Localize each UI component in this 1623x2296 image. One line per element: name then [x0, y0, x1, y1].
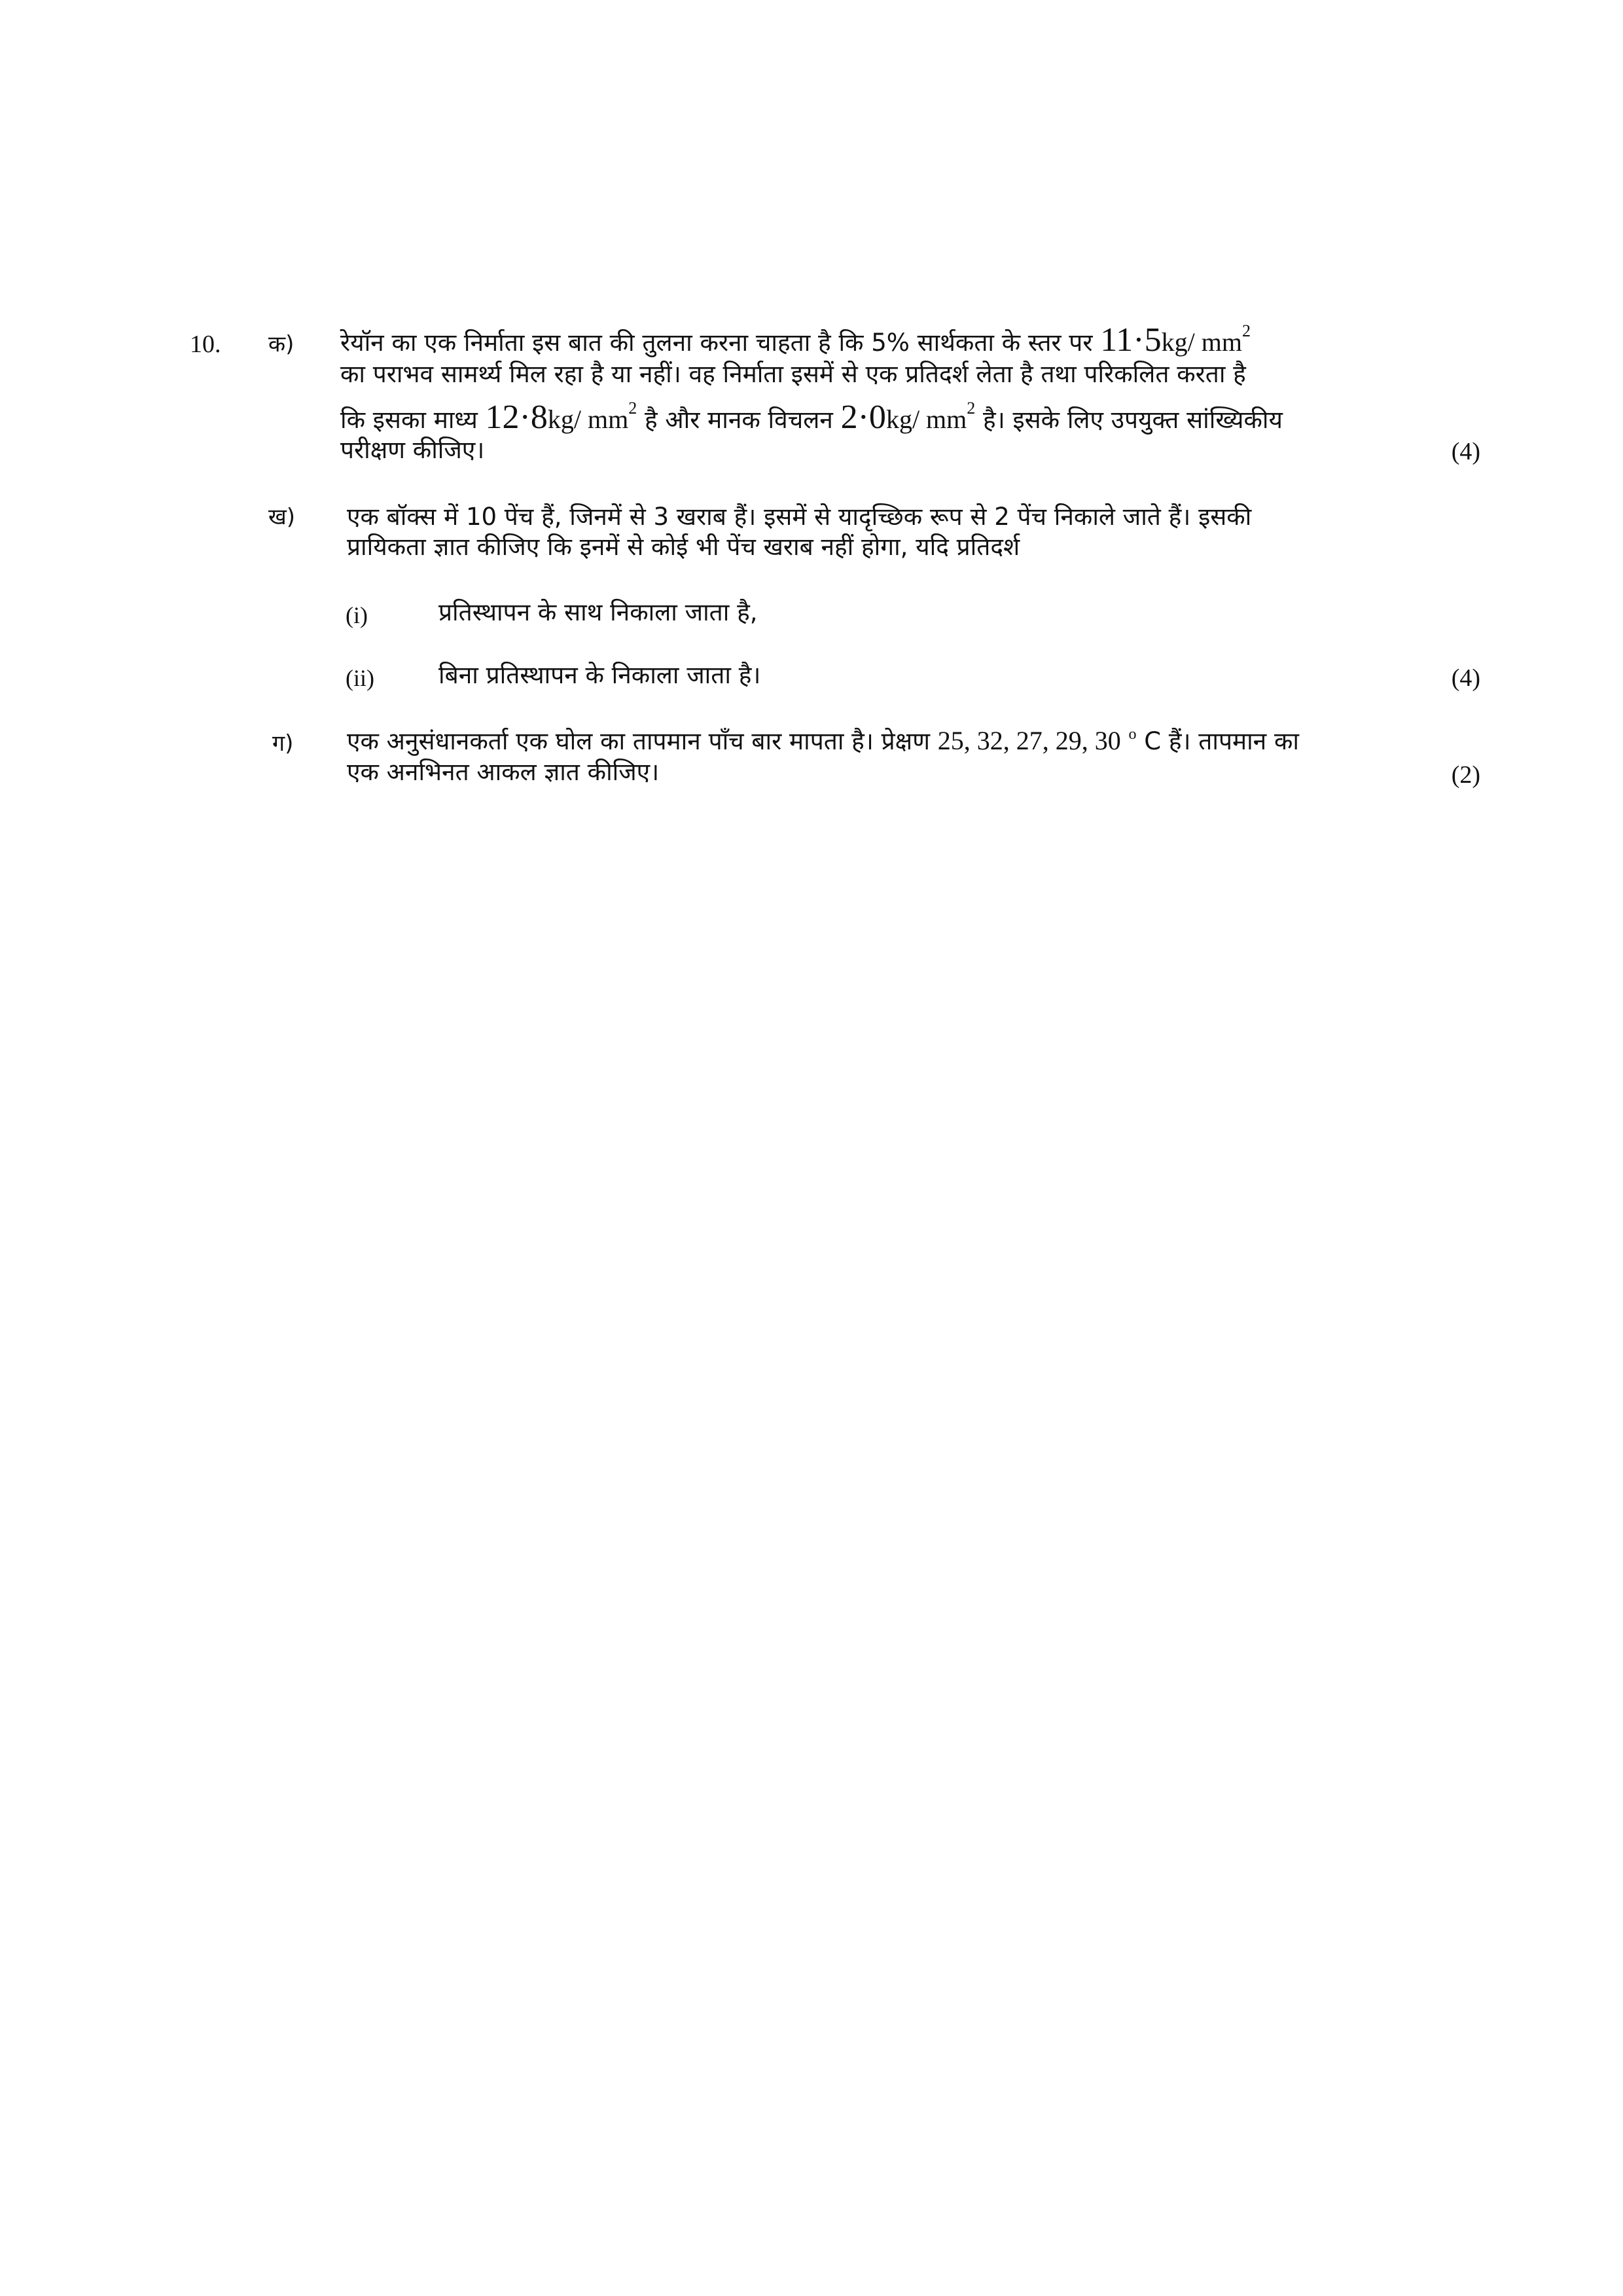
- sd-value: 2·0: [840, 399, 886, 436]
- subpart-ii-text: बिना प्रतिस्थापन के निकाला जाता है।: [438, 661, 761, 689]
- question-number: 10.: [190, 331, 221, 358]
- part-a-marks: (4): [1451, 438, 1480, 465]
- unit: kg/ $mm^2$: [885, 399, 976, 434]
- part-a-line-1: [340, 321, 1251, 359]
- part-a-line-2: का पराभव सामर्थ्य मिल रहा है या नहीं। वह निर्माता इसमें से एक प्रतिदर्श लेता है तथा परिकलित करता है: [340, 360, 1246, 388]
- part-a-line-1-text: रेयॉन का एक निर्माता इस बात की तुलना करना चाहता है कि 5% सार्थकता के स्तर पर: [340, 329, 1093, 357]
- part-c-line-1: एक अनुसंधानकर्ता एक घोल का तापमान पाँच बार मापता है। प्रेक्षण 25, 32, 27, 29, 30 $^o$ C हैं। तापमान का: [347, 726, 1299, 755]
- unit: kg/ $mm^2$: [547, 399, 637, 434]
- subpart-i-label: (i): [346, 602, 368, 628]
- part-c-line-2: एक अनभिनत आकल ज्ञात कीजिए।: [347, 758, 660, 786]
- part-b-line-1: एक बॉक्स में 10 पेंच हैं, जिनमें से 3 खराब हैं। इसमें से यादृच्छिक रूप से 2 पेंच निकाले जाते हैं। इसकी: [347, 503, 1252, 531]
- observations: 25, 32, 27, 29, 30: [937, 726, 1121, 755]
- part-a-line-4: परीक्षण कीजिए।: [340, 436, 485, 464]
- part-c-marks: (2): [1451, 761, 1480, 789]
- part-b-label: ख): [268, 504, 296, 530]
- part-c-label: ग): [272, 730, 294, 757]
- mean-value: 12·8: [485, 399, 548, 436]
- part-b-line-2: प्रायिकता ज्ञात कीजिए कि इनमें से कोई भी पेंच खराब नहीं होगा, यदि प्रतिदर्श: [347, 533, 1020, 561]
- subpart-i-text: प्रतिस्थापन के साथ निकाला जाता है,: [438, 598, 758, 626]
- part-a-label: क): [268, 331, 294, 357]
- part-a-line-3: कि इसका माध्य 12·8kg/ $mm^2$ है और मानक विचलन 2·0kg/ $mm^2$ है। इसके लिए उपयुक्त सांख्यिकीय: [340, 399, 1283, 436]
- unit: kg/ $mm^2$: [1161, 321, 1251, 357]
- subpart-ii-label: (ii): [346, 665, 374, 691]
- threshold-value: 11·5: [1100, 321, 1162, 359]
- part-b-marks: (4): [1451, 664, 1480, 692]
- degree-symbol: o: [1128, 726, 1137, 743]
